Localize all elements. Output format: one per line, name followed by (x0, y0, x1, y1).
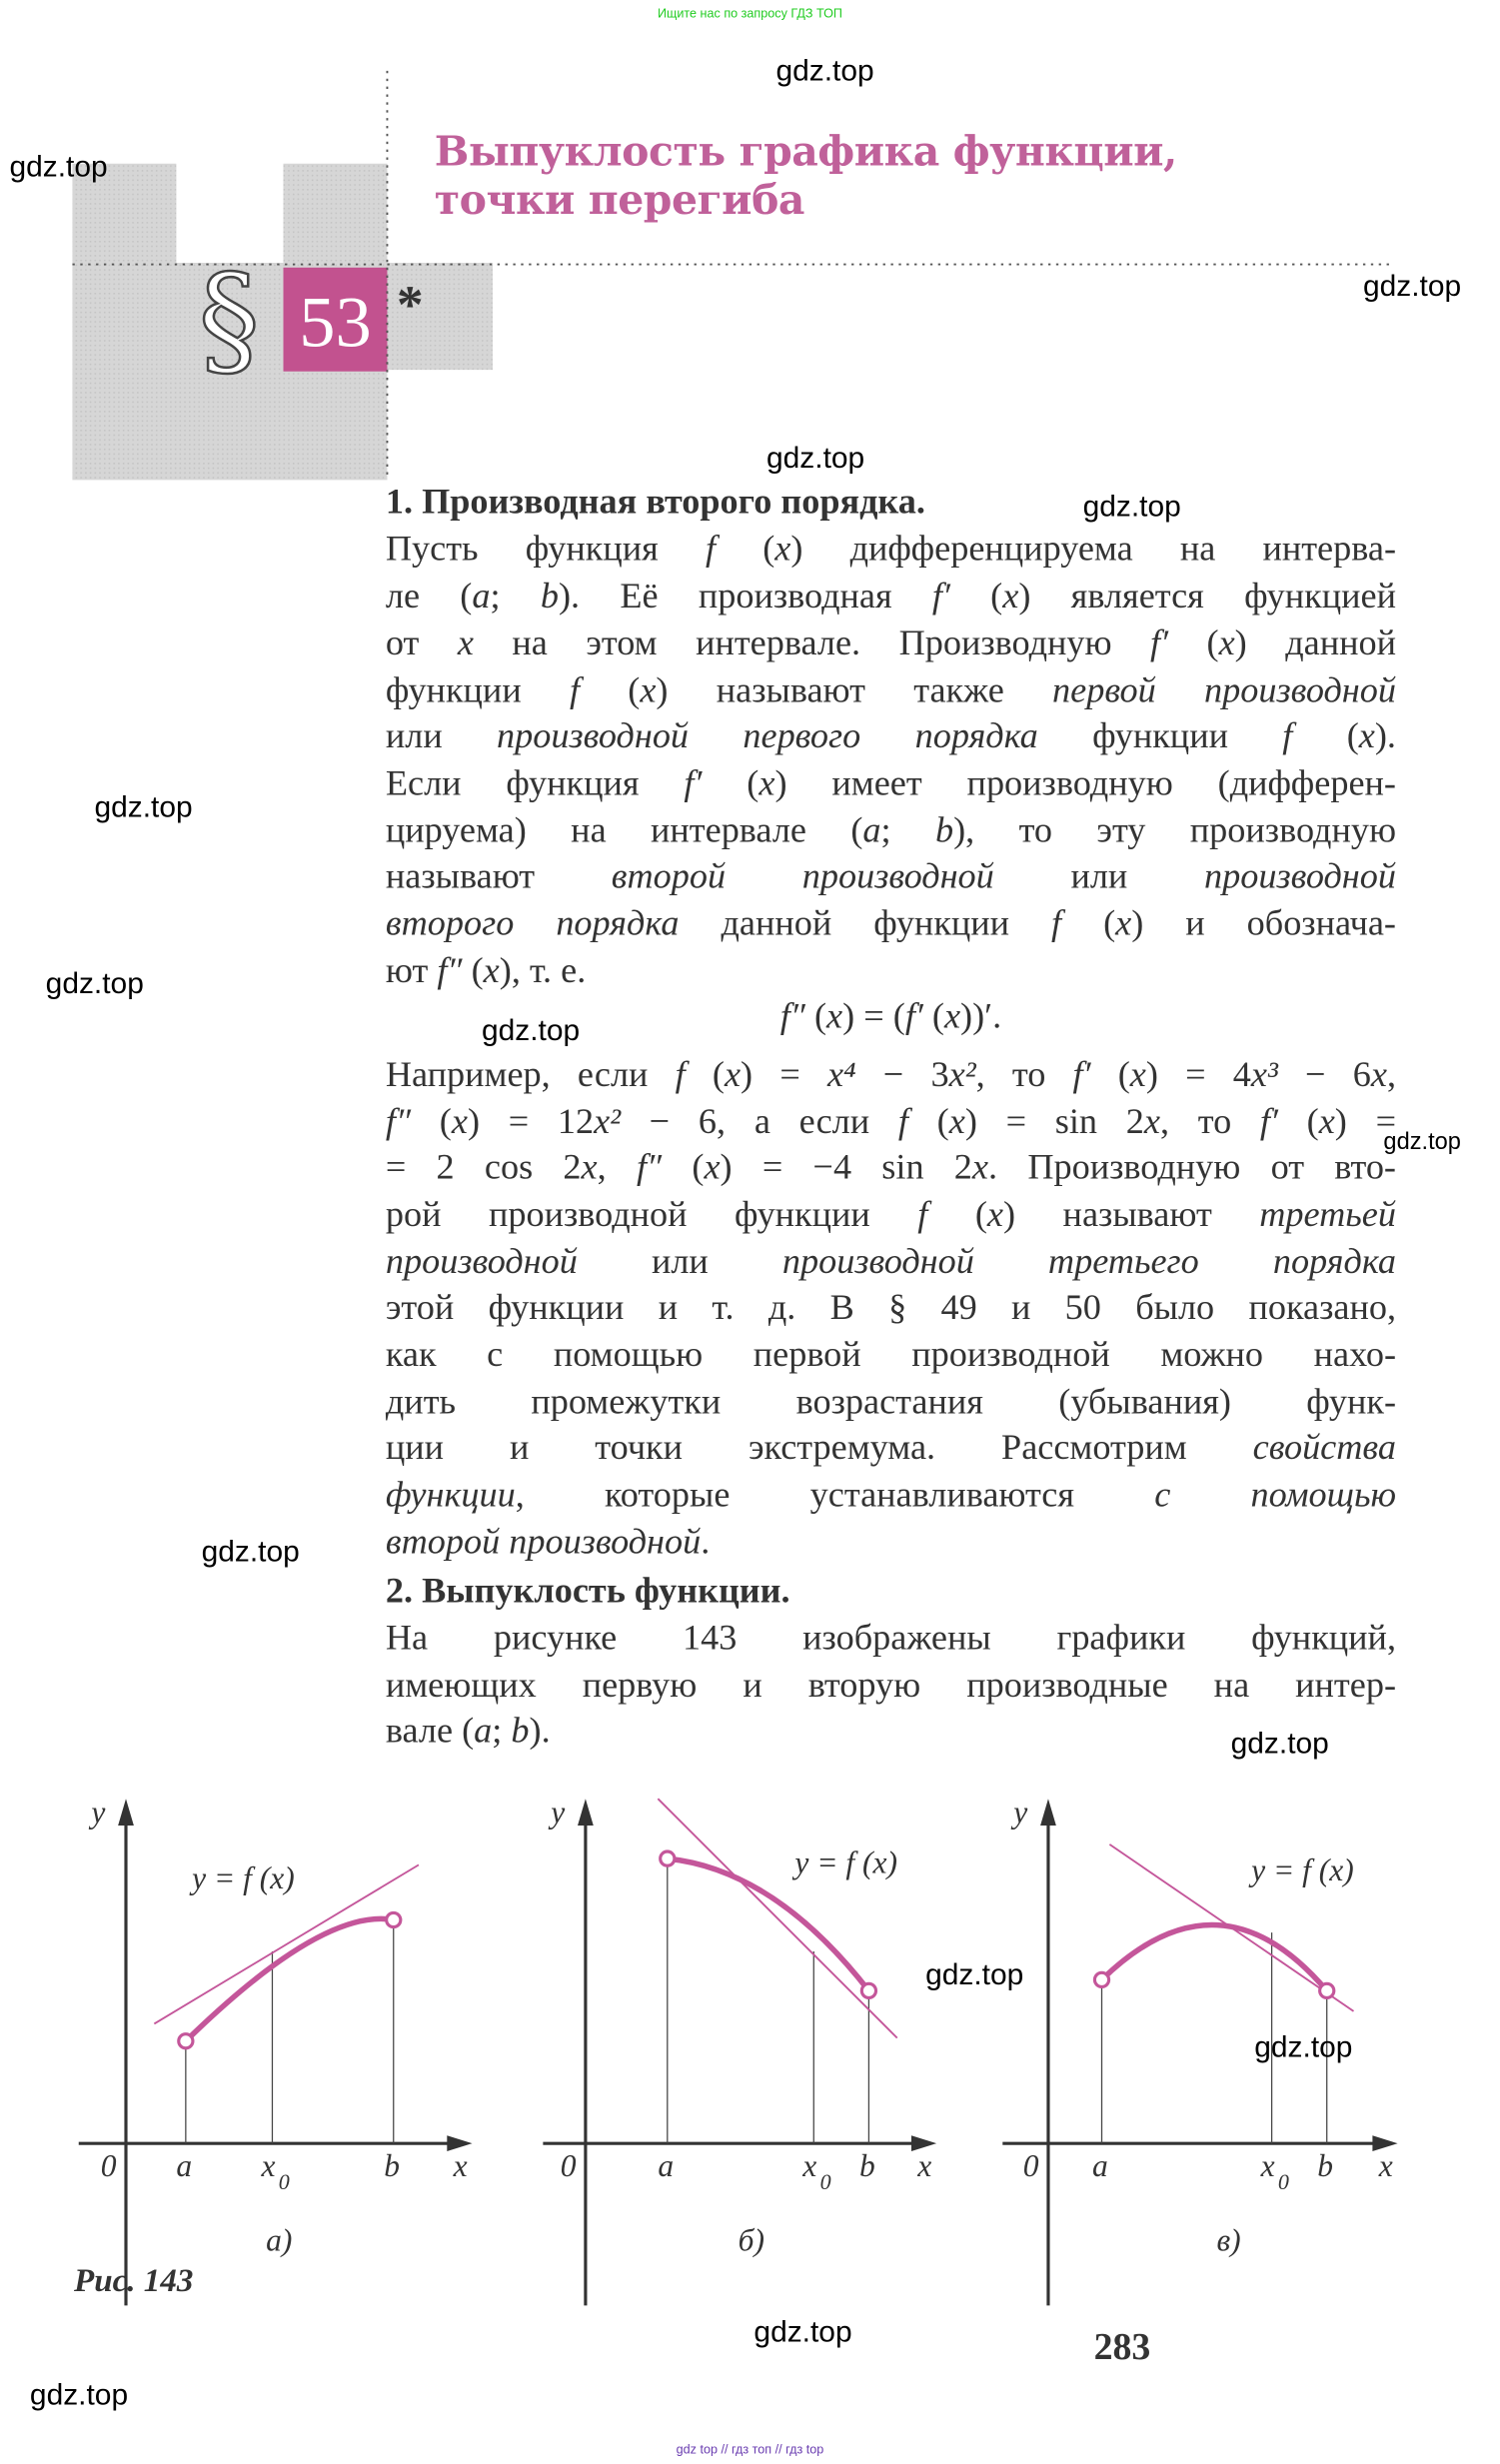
section-heading (386, 480, 1396, 524)
top-banner: Ищите нас по запросу ГДЗ ТОП (657, 6, 842, 21)
text: этой функции и т. д. В § 49 и 50 было показано, (385, 1287, 1397, 1327)
y-axis-arrow-icon (1040, 1799, 1056, 1826)
text: ( (411, 1101, 452, 1141)
italic-text: a (472, 576, 491, 616)
text-line (386, 1193, 1396, 1237)
text: ( (702, 762, 759, 803)
italic-text: x (1218, 622, 1235, 663)
text: Пусть функция (385, 529, 706, 569)
text: данной функции (679, 903, 1052, 943)
italic-text: f (705, 529, 717, 569)
bottom-banner: gdz top // гдз топ // гдз top (676, 2442, 824, 2457)
text: ; (492, 1711, 512, 1751)
open-endpoint (1320, 1983, 1334, 1997)
text: ( (1277, 1101, 1319, 1141)
text: , которые устанавливаются (515, 1474, 1155, 1515)
text: ) = 12 (467, 1101, 595, 1141)
text: ). Её производная (558, 576, 932, 616)
watermark: gdz.top (94, 791, 193, 825)
italic-text: производной третьего порядка (781, 1241, 1397, 1282)
text: функции (1037, 715, 1283, 755)
title-line-2: точки перегиба (434, 177, 804, 226)
text: ции и точки экстремума. Рассмотрим (385, 1427, 1253, 1467)
italic-text: x (774, 529, 791, 569)
italic-text: x (1318, 1101, 1335, 1141)
x0-label: x (802, 2148, 817, 2184)
italic-text: f′ (1072, 1054, 1091, 1094)
italic-text: x² (948, 1054, 976, 1094)
watermark: gdz.top (1082, 491, 1181, 525)
page-number: 283 (1093, 2325, 1151, 2368)
figure-143 (79, 1795, 1398, 2306)
a-label: a (658, 2148, 675, 2184)
text: от (385, 622, 458, 663)
text: − 3 (855, 1054, 949, 1094)
text: ле ( (385, 576, 473, 616)
text-line (386, 949, 1396, 993)
text: ) = (741, 1054, 827, 1094)
text: ( (804, 995, 827, 1036)
text: , (1386, 1054, 1397, 1094)
watermark: gdz.top (766, 442, 865, 476)
b-label: b (1317, 2148, 1334, 2184)
text: ) является функцией (1018, 576, 1397, 616)
italic-text: второй производной (611, 855, 994, 896)
open-endpoint (861, 1983, 875, 1997)
function-curve (186, 1918, 394, 2040)
text-line (386, 1053, 1396, 1097)
italic-text: f (917, 1194, 928, 1234)
italic-text: x (451, 1101, 468, 1141)
b-label: b (384, 2148, 401, 2184)
figure-caption: Рис. 143 (74, 2263, 194, 2300)
text-line (386, 1473, 1396, 1517)
italic-text: a (862, 810, 881, 850)
text: вале ( (385, 1711, 475, 1751)
italic-text: x (943, 995, 961, 1036)
x0-label: x (261, 2148, 276, 2184)
watermark: gdz.top (1362, 270, 1462, 304)
watermark: gdz.top (481, 1014, 581, 1048)
text-line (386, 1520, 1396, 1564)
italic-text: x (758, 762, 775, 803)
text-line (386, 809, 1396, 853)
text: ( (685, 1054, 725, 1094)
text: , то (1159, 1101, 1260, 1141)
text: ). (529, 1711, 551, 1751)
italic-text: производной первого порядка (497, 715, 1038, 755)
panel-label: в) (1216, 2222, 1241, 2258)
open-endpoint (1094, 1972, 1108, 1986)
text-line (386, 621, 1396, 665)
italic-text: x (1358, 715, 1375, 755)
watermark: gdz.top (1254, 2031, 1353, 2065)
y-axis-arrow-icon (118, 1799, 134, 1826)
x-axis-label: x (917, 2148, 932, 2184)
italic-text: f′ (904, 995, 923, 1036)
text-line (386, 668, 1396, 712)
watermark: gdz.top (29, 2379, 129, 2413)
italic-text: f′ (684, 762, 703, 803)
italic-text: x (971, 1147, 989, 1187)
italic-text: f′ (1150, 622, 1169, 663)
italic-text: свойства (1252, 1427, 1397, 1467)
x0-label: x (1260, 2148, 1275, 2184)
text-line (386, 1100, 1396, 1144)
text: ( (927, 1194, 987, 1234)
italic-text: первой производной (1052, 669, 1397, 710)
open-endpoint (179, 2034, 193, 2048)
text: Если функция (385, 762, 685, 803)
watermark: gdz.top (775, 55, 874, 89)
text: ) и обознача- (1131, 903, 1397, 943)
text: ; (880, 810, 935, 850)
bold-text: 2. Выпуклость функции. (385, 1570, 790, 1611)
italic-text: x³ (1250, 1054, 1278, 1094)
x0-subscript: 0 (278, 2168, 290, 2194)
italic-text: f (897, 1101, 908, 1141)
section-symbol: § (198, 248, 260, 392)
text: ) = ( (842, 995, 905, 1036)
panel-label: а) (266, 2222, 293, 2258)
text-line (386, 1240, 1396, 1284)
text: ), то эту производную (953, 810, 1397, 850)
function-label: y = f (x) (1251, 1852, 1354, 1888)
text: ; (490, 576, 541, 616)
text: На рисунке 143 изображены графики функций, (385, 1618, 1397, 1658)
text: рой производной функции (385, 1194, 918, 1234)
text: как с помощью первой производной можно нахо- (385, 1334, 1397, 1374)
text: ) имеет производную (дифферен- (774, 762, 1397, 803)
section-heading (386, 1569, 1396, 1613)
b-label: b (858, 2148, 875, 2184)
italic-text: x (724, 1054, 742, 1094)
italic-text: x (457, 622, 474, 663)
watermark: gdz.top (1230, 1728, 1329, 1762)
text: или (385, 715, 498, 755)
tangent-line (658, 1799, 896, 2037)
page-title (435, 129, 1177, 227)
text-line (386, 901, 1396, 945)
open-endpoint (387, 1912, 401, 1926)
text: ) называют также (656, 669, 1053, 710)
text: ( (1061, 903, 1116, 943)
italic-text: f′ (1259, 1101, 1278, 1141)
text: ) = (1334, 1101, 1397, 1141)
origin-label: 0 (560, 2148, 577, 2184)
italic-text: функции (385, 1474, 516, 1515)
text: на этом интервале. Производную (473, 622, 1151, 663)
text: ). (1374, 715, 1397, 755)
text: функции (385, 669, 570, 710)
italic-text: второй производной (385, 1522, 702, 1562)
origin-label: 0 (100, 2148, 117, 2184)
panel-label: б) (738, 2222, 765, 2258)
text: ( (716, 529, 775, 569)
x0-subscript: 0 (1277, 2168, 1289, 2194)
text: Например, если (385, 1054, 676, 1094)
italic-text: x (826, 995, 843, 1036)
text: имеющих первую и вторую производные на интер- (385, 1665, 1397, 1705)
text: . (701, 1522, 711, 1562)
section-number: 53 (299, 281, 372, 363)
italic-text: x (948, 1101, 965, 1141)
x-axis-label: x (1378, 2148, 1393, 2184)
text-line (386, 1426, 1396, 1470)
text: ) данной (1234, 622, 1397, 663)
italic-text: b (934, 810, 954, 850)
text: дить промежутки возрастания (убывания) функ- (385, 1381, 1397, 1422)
italic-text: третьей (1259, 1194, 1397, 1234)
text-line (386, 1617, 1396, 1661)
italic-text: x (1129, 1054, 1146, 1094)
y-axis-label: y (551, 1794, 566, 1830)
italic-text: f (569, 669, 581, 710)
text: . Производную от вто- (988, 1147, 1397, 1187)
bold-text: 1. Производная второго порядка. (385, 481, 925, 522)
open-endpoint (661, 1851, 675, 1865)
italic-text: x (1115, 903, 1132, 943)
italic-text: x (986, 1194, 1004, 1234)
watermark: gdz.top (201, 1536, 300, 1570)
text-line (386, 1286, 1396, 1330)
italic-text: f′ (931, 576, 950, 616)
text: ) = −4 sin 2 (720, 1147, 972, 1187)
italic-text: x⁴ (826, 1054, 856, 1094)
text: − 6, а если (621, 1101, 898, 1141)
text: = 2 cos 2 (385, 1147, 582, 1187)
text: ( (662, 1147, 705, 1187)
function-curve (1102, 1924, 1327, 1990)
y-axis-label: y (1013, 1794, 1028, 1830)
italic-text: a (474, 1711, 493, 1751)
y-axis-label: y (91, 1794, 106, 1830)
italic-text: x (704, 1147, 721, 1187)
text: ))′. (960, 995, 1002, 1036)
italic-text: f (1282, 715, 1293, 755)
text: ют (385, 950, 438, 990)
origin-label: 0 (1022, 2148, 1039, 2184)
text: − 6 (1277, 1054, 1371, 1094)
text: ) = 4 (1145, 1054, 1251, 1094)
x0-subscript: 0 (819, 2168, 831, 2194)
text: называют (385, 855, 612, 896)
text: ) дифференцируема на интерва- (790, 529, 1397, 569)
italic-text: x (1143, 1101, 1160, 1141)
italic-text: x (640, 669, 657, 710)
text-line (386, 575, 1396, 618)
watermark: gdz.top (925, 1958, 1024, 1992)
italic-text: x (581, 1147, 598, 1187)
text: или (993, 855, 1204, 896)
italic-text: b (511, 1711, 530, 1751)
italic-text: второго порядка (385, 903, 680, 943)
text: , (597, 1147, 637, 1187)
text: ( (907, 1101, 949, 1141)
italic-text: производной (1203, 855, 1397, 896)
italic-text: f″ (779, 995, 805, 1036)
a-label: a (1092, 2148, 1108, 2184)
watermark: gdz.top (753, 2316, 852, 2350)
text: цируема) на интервале ( (385, 810, 863, 850)
text-line (386, 1146, 1396, 1190)
asterisk: * (396, 274, 424, 335)
italic-text: производной (385, 1241, 578, 1282)
italic-text: с помощью (1154, 1474, 1397, 1515)
text: ( (949, 576, 1003, 616)
text: ( (922, 995, 944, 1036)
italic-text: b (540, 576, 559, 616)
italic-text: x (483, 950, 500, 990)
text: ( (1292, 715, 1359, 755)
a-label: a (176, 2148, 193, 2184)
text: ( (580, 669, 641, 710)
function-label: y = f (x) (192, 1860, 295, 1895)
italic-text: x (1002, 576, 1019, 616)
italic-text: x² (594, 1101, 622, 1141)
title-line-1: Выпуклость графика функции, (434, 129, 1177, 177)
text-line (386, 1333, 1396, 1377)
text: ) = sin 2 (964, 1101, 1144, 1141)
italic-text: f″ (437, 950, 463, 990)
italic-text: f″ (636, 1147, 663, 1187)
text-line (386, 528, 1396, 572)
watermark: gdz.top (45, 967, 144, 1001)
y-axis-arrow-icon (578, 1799, 594, 1826)
text: ( (462, 950, 484, 990)
text-line (386, 761, 1396, 805)
italic-text: x (1370, 1054, 1387, 1094)
text-line (386, 1664, 1396, 1708)
function-label: y = f (x) (794, 1845, 897, 1880)
text: ( (1168, 622, 1219, 663)
text-line (386, 714, 1396, 758)
text: ( (1090, 1054, 1130, 1094)
text: ), т. е. (499, 950, 587, 990)
text: , то (975, 1054, 1073, 1094)
text: или (577, 1241, 782, 1282)
x-axis-label: x (453, 2148, 468, 2184)
graph-panel (79, 1795, 473, 2306)
graph-panel (543, 1795, 936, 2306)
watermark: gdz.top (9, 151, 108, 185)
text: ) называют (1003, 1194, 1260, 1234)
italic-text: f (675, 1054, 686, 1094)
italic-text: f″ (385, 1101, 412, 1141)
watermark: gdz.top (1383, 1128, 1461, 1156)
italic-text: f (1051, 903, 1062, 943)
text-line (386, 1380, 1396, 1424)
text-line (386, 854, 1396, 898)
